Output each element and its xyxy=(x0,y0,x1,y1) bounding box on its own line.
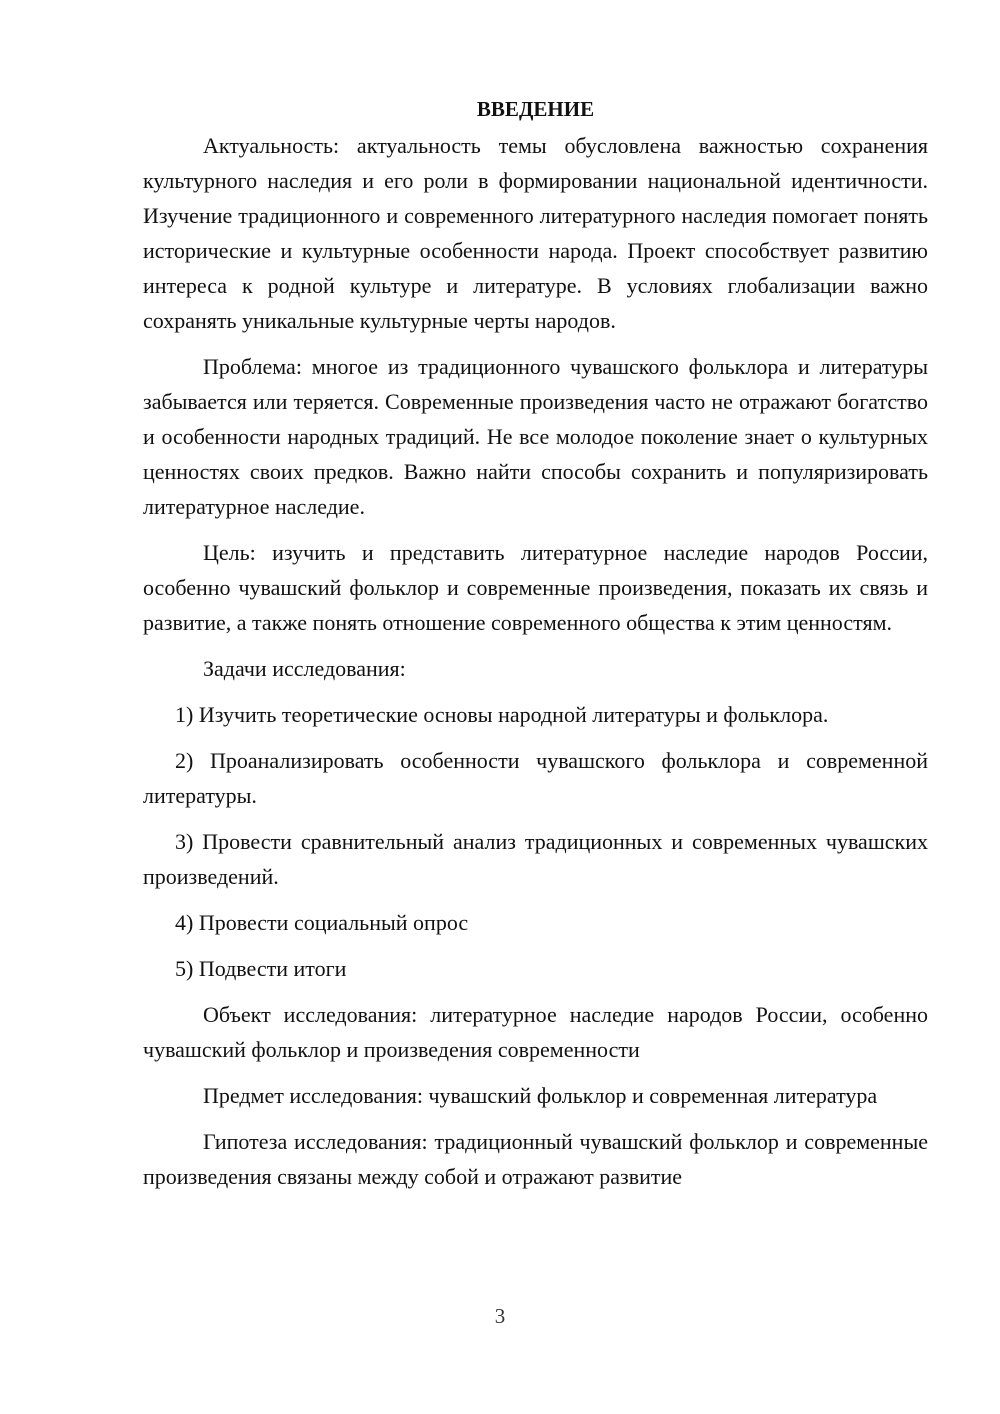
goal-paragraph: Цель: изучить и представить литературное наследие народов России, особенно чувашский фольклор и современные произведения, показать их связь и развитие, а также понять отношение современного общества к этим ценностям. xyxy=(143,540,928,635)
tasks-title: Задачи исследования: xyxy=(203,656,406,681)
task-item: 4) Провести социальный опрос xyxy=(175,910,469,935)
hypothesis-paragraph: Гипотеза исследования: традиционный чувашский фольклор и современные произведения связаны между собой и отражают развитие xyxy=(143,1129,928,1189)
section-heading: ВВЕДЕНИЕ xyxy=(476,97,595,121)
problem-paragraph: Проблема: многое из традиционного чувашского фольклора и литературы забывается или теряется. Современные произведения часто не отражают богатство и особенности народных традиций. Не все молодое поколение знает о культурных ценностях своих предков. Важно найти способы сохранить и популяризировать литературное наследие. xyxy=(143,354,928,519)
task-item: 3) Провести сравнительный анализ традиционных и современных чувашских произведений. xyxy=(143,829,928,889)
page-number: 3 xyxy=(494,1304,506,1328)
task-item: 1) Изучить теоретические основы народной литературы и фольклора. xyxy=(175,702,829,727)
document-page xyxy=(143,92,928,1205)
relevance-paragraph: Актуальность: актуальность темы обусловлена важностью сохранения культурного наследия и его роли в формировании национальной идентичности. Изучение традиционного и современного литературного наследия помогает понять исторические и культурные особенности народа. Проект способствует развитию интереса к родной культуре и литературе. В условиях глобализации важно сохранять уникальные культурные черты народов. xyxy=(143,133,928,333)
task-item: 2) Проанализировать особенности чувашского фольклора и современной литературы. xyxy=(143,748,928,808)
object-paragraph: Объект исследования: литературное наследие народов России, особенно чувашский фольклор и произведения современности xyxy=(143,1002,928,1062)
subject-paragraph: Предмет исследования: чувашский фольклор и современная литература xyxy=(203,1083,878,1108)
task-item: 5) Подвести итоги xyxy=(175,956,347,981)
